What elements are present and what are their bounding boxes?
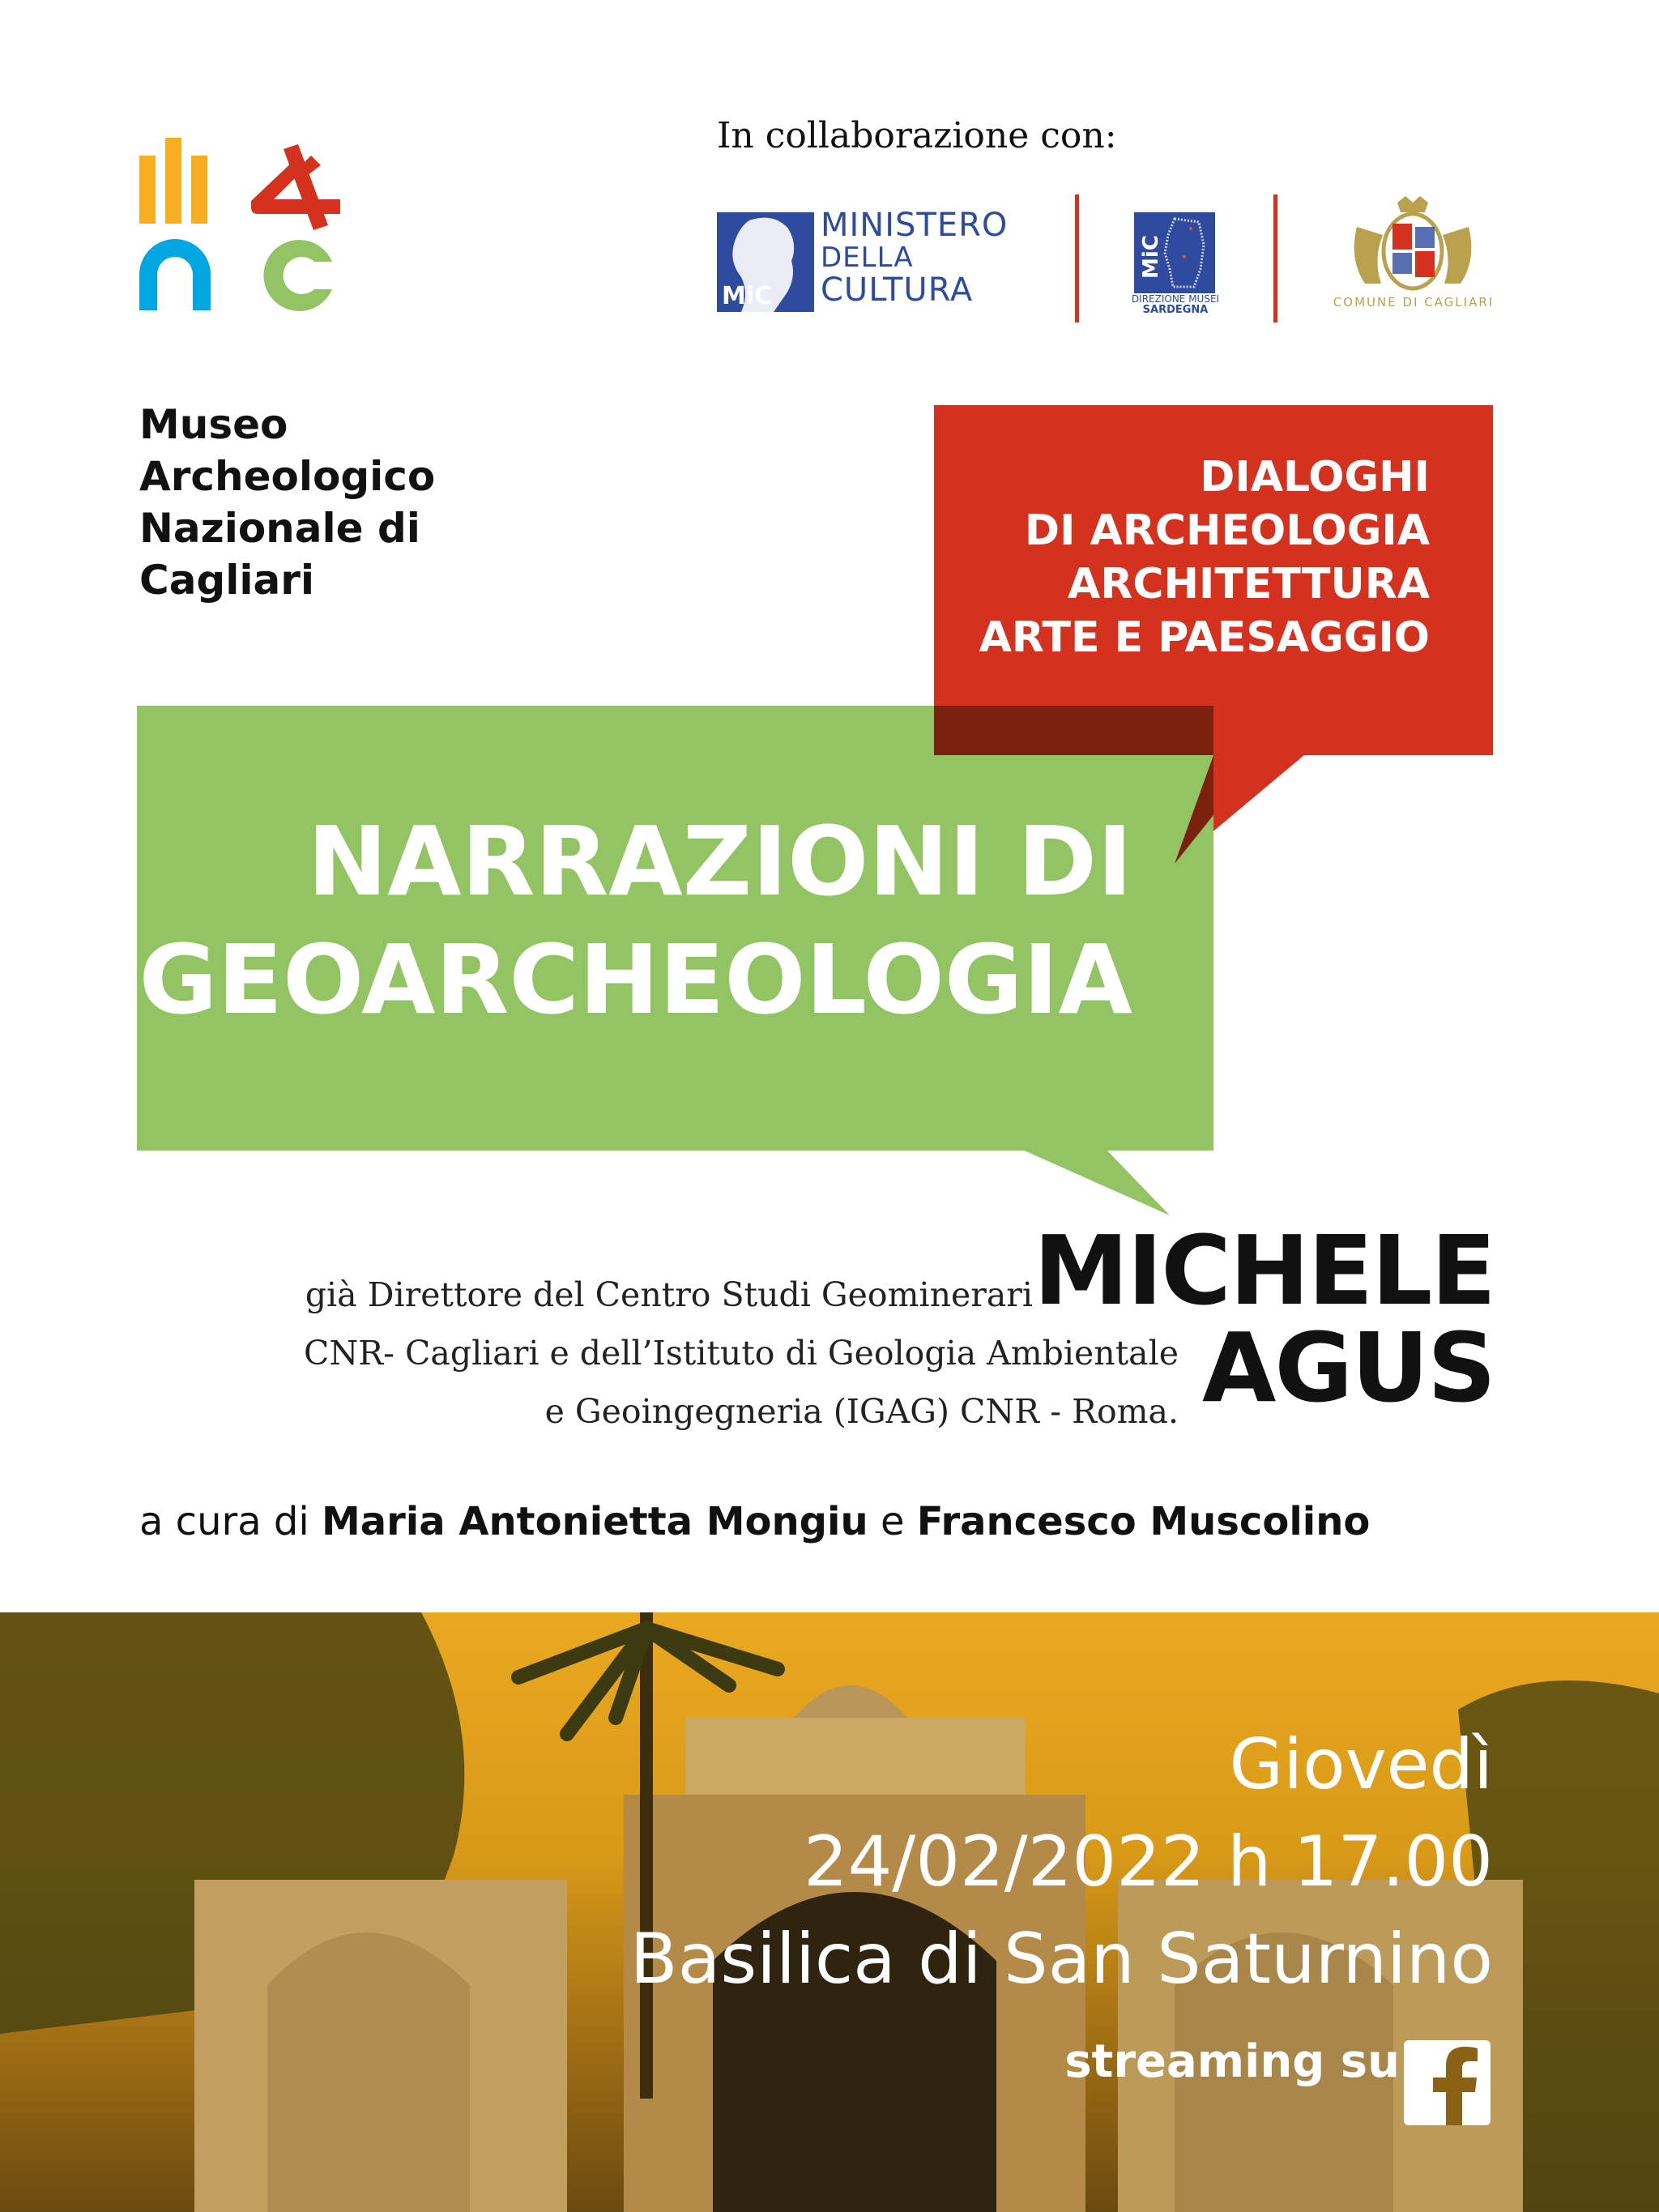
logo-bar-icon <box>191 156 207 224</box>
direzione-musei-text: DIREZIONE MUSEI SARDEGNA <box>1131 293 1220 316</box>
logo-bar-icon <box>139 156 156 224</box>
facebook-icon[interactable] <box>1404 2040 1491 2125</box>
partner-divider <box>1075 194 1079 322</box>
partner-divider <box>1273 194 1277 322</box>
green-bubble-tail <box>1013 1149 1175 1217</box>
direzione-musei-logo <box>1134 212 1215 293</box>
bubble-overlap <box>934 706 1213 755</box>
ministero-logo-badge <box>717 212 814 312</box>
logo-bar-icon <box>165 138 181 224</box>
streaming-label: streaming su <box>1064 2035 1400 2088</box>
overlap-tail <box>1166 754 1215 867</box>
event-day: Giovedì <box>1229 1724 1493 1805</box>
event-datetime: 24/02/2022 h 17.00 <box>803 1821 1493 1902</box>
event-venue: Basilica di San Saturnino <box>629 1919 1493 2000</box>
event-details <box>630 1716 1493 2008</box>
series-title: DIALOGHI DI ARCHEOLOGIA ARCHITETTURA ARTE E PAESAGGIO <box>979 453 1430 662</box>
curators-line: a cura di Maria Antonietta Mongiu e Francesco Muscolino <box>139 1499 1371 1544</box>
mic-vertical-text: MiC <box>1138 235 1163 279</box>
ministero-text: MINISTERO DELLA CULTURA <box>821 207 1009 309</box>
comune-cagliari-crest-icon <box>1333 194 1493 292</box>
speaker-name: MICHELE AGUS <box>1033 1215 1495 1424</box>
event-title: NARRAZIONI DI GEOARCHEOLOGIA <box>139 805 1132 1036</box>
mic-badge-text: MiC <box>722 282 773 310</box>
logo-four-icon <box>251 144 342 240</box>
manc-logo <box>139 138 342 312</box>
speaker-bio: già Direttore del Centro Studi Geominerari CNR- Cagliari e dell’Istituto di Geologia Ambientale e Geoingegneria (IGAG) CNR - Roma. <box>304 1275 1179 1431</box>
collaboration-label: In collaborazione con: <box>717 115 1117 156</box>
comune-cagliari-label: COMUNE DI CAGLIARI <box>1333 295 1495 310</box>
museum-name: Museo Archeologico Nazionale di Cagliari <box>139 401 436 604</box>
logo-n-icon <box>139 239 211 310</box>
logo-c-icon <box>261 239 335 312</box>
